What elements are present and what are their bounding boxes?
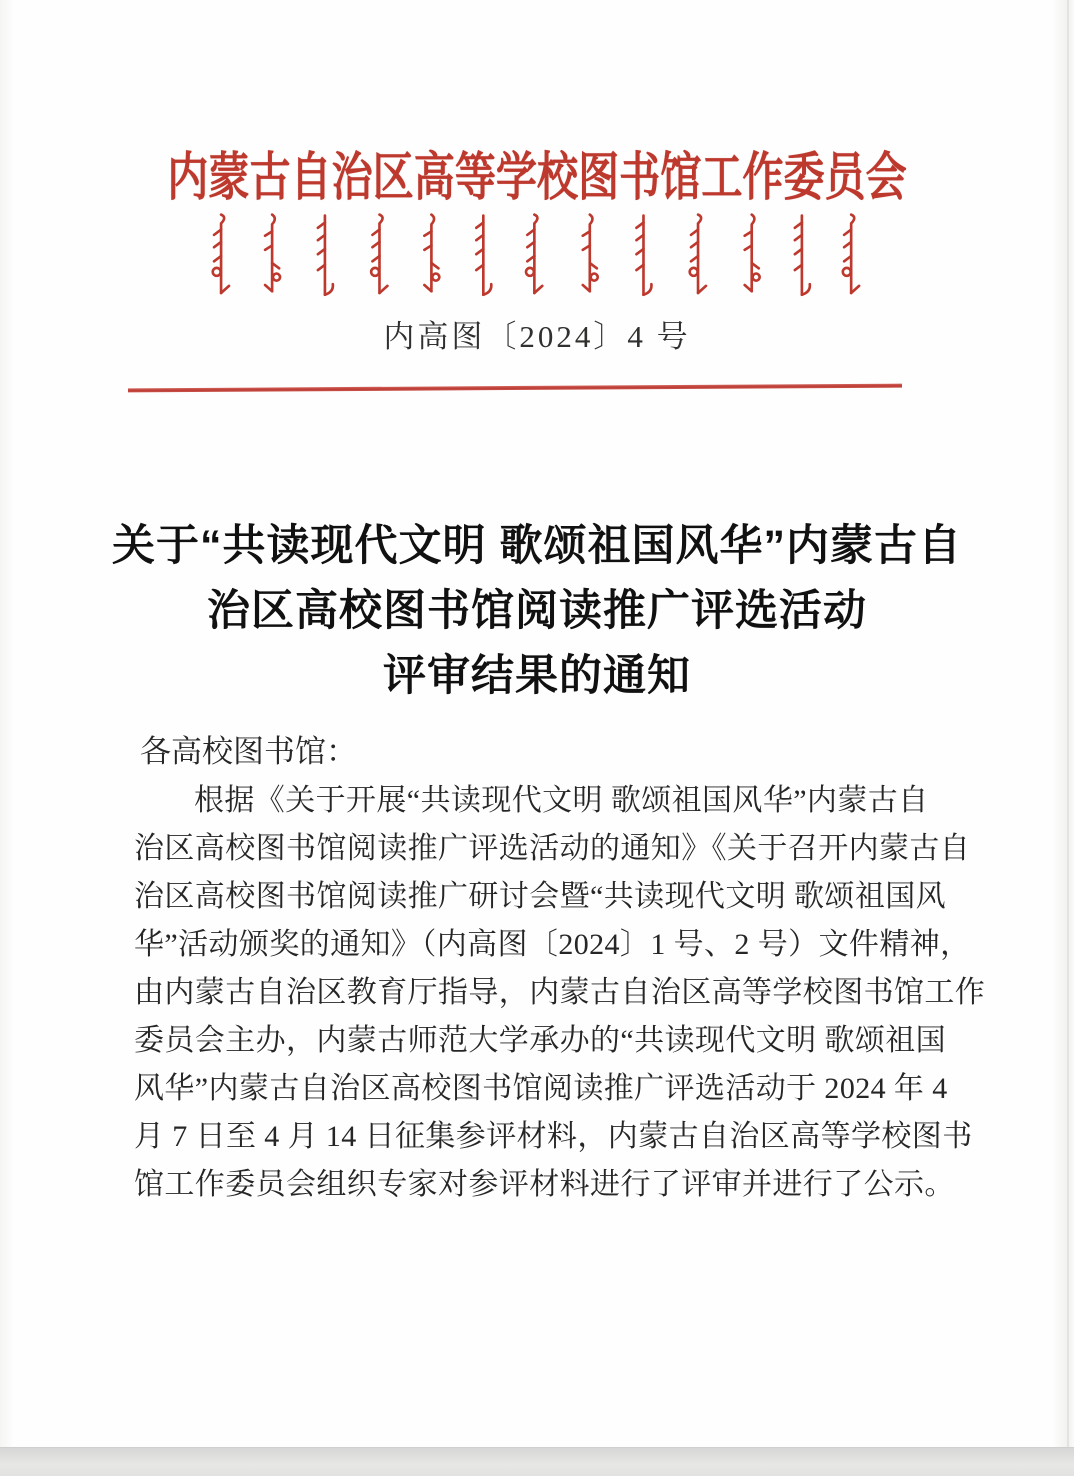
red-divider-line [128, 384, 902, 393]
body-line: 治区高校图书馆阅读推广评选活动的通知》《关于召开内蒙古自 [134, 832, 971, 865]
mongolian-script-row [0, 212, 1074, 300]
body-line: 馆工作委员会组织专家对参评材料进行了评审并进行了公示。 [134, 1168, 955, 1201]
doc-number: 内高图〔2024〕4 号 [383, 319, 691, 354]
body-line: 由内蒙古自治区教育厅指导，内蒙古自治区高等学校图书馆工作 [134, 976, 986, 1009]
letterhead [0, 0, 1074, 356]
photo-bottom-edge [0, 1447, 1074, 1476]
document-title-line-3: 评审结果的通知 [383, 652, 691, 700]
mongolian-script-icon [166, 212, 908, 300]
body-line: 风华”内蒙古自治区高校图书馆阅读推广评选活动于 2024 年 4 [134, 1072, 948, 1105]
salutation: 各高校图书馆： [140, 734, 357, 769]
paper-right-edge [1067, 0, 1069, 1448]
document-title-line-1: 关于“共读现代文明 歌颂祖国风华”内蒙古自 [112, 522, 962, 570]
body-line: 委员会主办，内蒙古师范大学承办的“共读现代文明 歌颂祖国 [134, 1024, 947, 1057]
body-line: 月 7 日至 4 月 14 日征集参评材料，内蒙古自治区高等学校图书 [134, 1120, 973, 1153]
document-title [0, 514, 1074, 709]
body-line: 华”活动颁奖的通知》（内高图〔2024〕1 号、2 号）文件精神， [134, 928, 971, 961]
org-name-title: 内蒙古自治区高等学校图书馆工作委员会 [167, 150, 907, 207]
body-line: 治区高校图书馆阅读推广研讨会暨“共读现代文明 歌颂祖国风 [134, 880, 947, 913]
body-line: 根据《关于开展“共读现代文明 歌颂祖国风华”内蒙古自 [194, 784, 929, 817]
document-title-line-2: 治区高校图书馆阅读推广评选活动 [207, 587, 867, 635]
body-paragraph [134, 777, 986, 1209]
